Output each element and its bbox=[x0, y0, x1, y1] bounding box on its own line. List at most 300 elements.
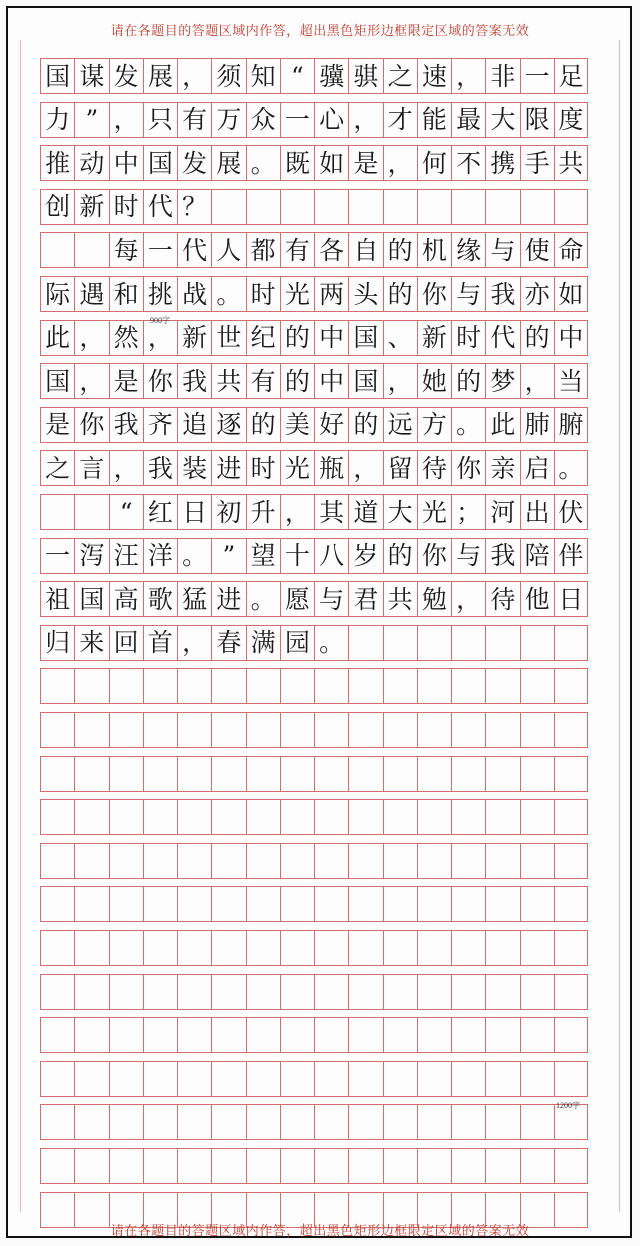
grid-cell bbox=[143, 799, 177, 835]
grid-cell: 与 bbox=[314, 581, 348, 617]
grid-cell bbox=[485, 1061, 519, 1097]
grid-cell bbox=[74, 1148, 108, 1184]
grid-cell bbox=[417, 1061, 451, 1097]
grid-cell: ， bbox=[177, 625, 211, 661]
grid-cell bbox=[520, 799, 554, 835]
grid-cell bbox=[520, 189, 554, 225]
grid-cell bbox=[40, 232, 74, 268]
grid-cell bbox=[520, 1104, 554, 1140]
grid-cell: 纪 bbox=[246, 320, 280, 356]
grid-cell bbox=[40, 886, 74, 922]
grid-cell bbox=[143, 756, 177, 792]
grid-cell bbox=[211, 886, 245, 922]
grid-cell: 我 bbox=[143, 450, 177, 486]
grid-cell: 。 bbox=[211, 276, 245, 312]
grid-cell: 与 bbox=[451, 538, 485, 574]
grid-cell bbox=[314, 974, 348, 1010]
grid-cell: ， bbox=[280, 494, 314, 530]
grid-cell bbox=[177, 843, 211, 879]
grid-cell: 和 bbox=[109, 276, 143, 312]
grid-row bbox=[40, 886, 588, 922]
grid-cell bbox=[74, 886, 108, 922]
grid-cell: 八 bbox=[314, 538, 348, 574]
grid-cell bbox=[246, 799, 280, 835]
grid-cell bbox=[211, 756, 245, 792]
grid-cell bbox=[280, 843, 314, 879]
grid-cell bbox=[520, 668, 554, 704]
grid-cell bbox=[40, 1104, 74, 1140]
grid-cell bbox=[314, 756, 348, 792]
grid-cell: 携 bbox=[485, 145, 519, 181]
grid-cell: 中 bbox=[554, 320, 588, 356]
grid-cell bbox=[40, 668, 74, 704]
grid-cell: 骐 bbox=[348, 58, 382, 94]
grid-cell: 国 bbox=[40, 363, 74, 399]
grid-cell bbox=[246, 189, 280, 225]
grid-cell: 出 bbox=[520, 494, 554, 530]
grid-cell bbox=[417, 930, 451, 966]
grid-cell: 知 bbox=[246, 58, 280, 94]
grid-cell: 度 bbox=[554, 102, 588, 138]
grid-cell: ” bbox=[74, 102, 108, 138]
grid-cell: 、 bbox=[383, 320, 417, 356]
grid-cell bbox=[451, 189, 485, 225]
grid-cell: 展 bbox=[143, 58, 177, 94]
grid-cell: 亲 bbox=[485, 450, 519, 486]
grid-cell: ； bbox=[451, 494, 485, 530]
grid-cell bbox=[520, 1148, 554, 1184]
grid-cell: 你 bbox=[451, 450, 485, 486]
grid-cell: 河 bbox=[485, 494, 519, 530]
grid-cell: 国 bbox=[74, 581, 108, 617]
grid-cell bbox=[417, 799, 451, 835]
grid-cell: 众 bbox=[246, 102, 280, 138]
grid-cell: ， bbox=[451, 58, 485, 94]
grid-cell: ， bbox=[143, 320, 177, 356]
grid-row bbox=[40, 102, 588, 138]
grid-cell: 伴 bbox=[554, 538, 588, 574]
grid-cell: 创 bbox=[40, 189, 74, 225]
grid-cell: 有 bbox=[246, 363, 280, 399]
grid-cell bbox=[554, 756, 588, 792]
grid-cell bbox=[143, 668, 177, 704]
grid-cell bbox=[143, 930, 177, 966]
grid-cell: 万 bbox=[211, 102, 245, 138]
grid-cell: 足 bbox=[554, 58, 588, 94]
grid-row bbox=[40, 145, 588, 181]
grid-cell bbox=[177, 799, 211, 835]
grid-cell: 满 bbox=[246, 625, 280, 661]
grid-cell bbox=[177, 712, 211, 748]
grid-cell bbox=[383, 712, 417, 748]
grid-cell: 不 bbox=[451, 145, 485, 181]
grid-cell: 国 bbox=[348, 363, 382, 399]
grid-cell bbox=[383, 756, 417, 792]
grid-cell bbox=[520, 1061, 554, 1097]
grid-cell bbox=[177, 1017, 211, 1053]
grid-cell: 我 bbox=[485, 276, 519, 312]
grid-cell: 中 bbox=[314, 363, 348, 399]
grid-cell: ， bbox=[348, 102, 382, 138]
grid-cell: 。 bbox=[314, 625, 348, 661]
grid-cell bbox=[348, 756, 382, 792]
grid-cell bbox=[314, 1061, 348, 1097]
grid-cell bbox=[109, 712, 143, 748]
grid-cell bbox=[485, 756, 519, 792]
grid-cell bbox=[383, 974, 417, 1010]
grid-cell: 洋 bbox=[143, 538, 177, 574]
grid-cell bbox=[74, 1104, 108, 1140]
grid-cell bbox=[40, 843, 74, 879]
grid-cell bbox=[280, 668, 314, 704]
grid-cell bbox=[383, 668, 417, 704]
grid-cell bbox=[417, 712, 451, 748]
grid-cell bbox=[451, 1017, 485, 1053]
grid-cell: 留 bbox=[383, 450, 417, 486]
grid-cell: 光 bbox=[280, 450, 314, 486]
grid-cell bbox=[40, 930, 74, 966]
grid-row bbox=[40, 756, 588, 792]
grid-cell bbox=[211, 668, 245, 704]
grid-cell bbox=[246, 974, 280, 1010]
grid-cell: 时 bbox=[109, 189, 143, 225]
grid-cell: 人 bbox=[211, 232, 245, 268]
grid-cell bbox=[485, 843, 519, 879]
grid-cell: “ bbox=[280, 58, 314, 94]
grid-cell: 自 bbox=[348, 232, 382, 268]
grid-cell bbox=[143, 843, 177, 879]
grid-cell bbox=[177, 1061, 211, 1097]
grid-cell: 高 bbox=[109, 581, 143, 617]
grid-cell: 瓶 bbox=[314, 450, 348, 486]
grid-cell: 君 bbox=[348, 581, 382, 617]
grid-cell bbox=[314, 1104, 348, 1140]
grid-cell bbox=[348, 1017, 382, 1053]
grid-cell bbox=[177, 756, 211, 792]
grid-cell: 好 bbox=[314, 407, 348, 443]
grid-cell bbox=[280, 756, 314, 792]
grid-cell bbox=[211, 1104, 245, 1140]
grid-cell bbox=[74, 712, 108, 748]
grid-cell: 的 bbox=[348, 407, 382, 443]
grid-cell bbox=[451, 843, 485, 879]
grid-cell bbox=[417, 189, 451, 225]
grid-cell bbox=[348, 668, 382, 704]
grid-cell: 的 bbox=[520, 320, 554, 356]
grid-row bbox=[40, 1017, 588, 1053]
grid-cell bbox=[314, 930, 348, 966]
grid-cell: 力 bbox=[40, 102, 74, 138]
grid-cell: 代 bbox=[485, 320, 519, 356]
grid-cell: 此 bbox=[40, 320, 74, 356]
grid-cell bbox=[451, 756, 485, 792]
grid-cell bbox=[383, 930, 417, 966]
grid-cell bbox=[314, 189, 348, 225]
grid-cell bbox=[109, 974, 143, 1010]
grid-cell: 的 bbox=[246, 407, 280, 443]
grid-cell: “ bbox=[109, 494, 143, 530]
grid-cell: 两 bbox=[314, 276, 348, 312]
grid-cell: 遇 bbox=[74, 276, 108, 312]
grid-cell: 挑 bbox=[143, 276, 177, 312]
grid-cell: 汪 bbox=[109, 538, 143, 574]
grid-cell: 她 bbox=[417, 363, 451, 399]
grid-cell: 代 bbox=[143, 189, 177, 225]
grid-cell bbox=[554, 974, 588, 1010]
grid-cell: 有 bbox=[280, 232, 314, 268]
grid-cell bbox=[246, 1148, 280, 1184]
word-count-1200-marker: 1200字 bbox=[556, 1101, 580, 1110]
grid-cell: 望 bbox=[246, 538, 280, 574]
grid-cell bbox=[383, 1148, 417, 1184]
grid-cell bbox=[177, 886, 211, 922]
grid-cell: ， bbox=[520, 363, 554, 399]
grid-cell bbox=[246, 1104, 280, 1140]
grid-cell bbox=[280, 712, 314, 748]
grid-cell bbox=[348, 189, 382, 225]
grid-cell bbox=[383, 189, 417, 225]
grid-row bbox=[40, 450, 588, 486]
grid-cell: 战 bbox=[177, 276, 211, 312]
grid-cell: 共 bbox=[383, 581, 417, 617]
grid-cell bbox=[246, 668, 280, 704]
grid-cell bbox=[177, 1148, 211, 1184]
grid-cell bbox=[348, 930, 382, 966]
grid-cell bbox=[211, 1017, 245, 1053]
grid-cell bbox=[451, 1061, 485, 1097]
grid-cell: 进 bbox=[211, 450, 245, 486]
grid-cell bbox=[40, 1061, 74, 1097]
grid-cell bbox=[246, 843, 280, 879]
grid-cell: 美 bbox=[280, 407, 314, 443]
grid-cell bbox=[485, 930, 519, 966]
grid-cell: ， bbox=[348, 450, 382, 486]
grid-cell bbox=[383, 886, 417, 922]
grid-cell bbox=[451, 1148, 485, 1184]
grid-cell bbox=[74, 930, 108, 966]
grid-cell: 才 bbox=[383, 102, 417, 138]
grid-cell: 一 bbox=[520, 58, 554, 94]
grid-cell: 如 bbox=[554, 276, 588, 312]
grid-cell: 道 bbox=[348, 494, 382, 530]
grid-cell bbox=[280, 1061, 314, 1097]
grid-cell bbox=[74, 1017, 108, 1053]
grid-cell: 的 bbox=[383, 232, 417, 268]
grid-cell bbox=[554, 799, 588, 835]
grid-cell bbox=[451, 1104, 485, 1140]
grid-row bbox=[40, 538, 588, 574]
grid-cell: 都 bbox=[246, 232, 280, 268]
grid-cell: 来 bbox=[74, 625, 108, 661]
grid-cell bbox=[280, 799, 314, 835]
grid-cell: 伏 bbox=[554, 494, 588, 530]
grid-cell: ， bbox=[109, 102, 143, 138]
grid-cell bbox=[109, 1061, 143, 1097]
grid-cell bbox=[280, 1104, 314, 1140]
grid-cell: 是 bbox=[109, 363, 143, 399]
grid-cell: 能 bbox=[417, 102, 451, 138]
grid-cell: 他 bbox=[520, 581, 554, 617]
grid-cell bbox=[40, 756, 74, 792]
grid-cell: 之 bbox=[383, 58, 417, 94]
grid-cell: 方 bbox=[417, 407, 451, 443]
grid-cell: ， bbox=[177, 58, 211, 94]
grid-cell bbox=[451, 930, 485, 966]
grid-cell: ， bbox=[383, 145, 417, 181]
grid-cell bbox=[520, 625, 554, 661]
grid-cell: 动 bbox=[74, 145, 108, 181]
grid-cell bbox=[74, 494, 108, 530]
grid-cell bbox=[177, 974, 211, 1010]
grid-cell: 升 bbox=[246, 494, 280, 530]
grid-cell: 各 bbox=[314, 232, 348, 268]
grid-cell bbox=[314, 1148, 348, 1184]
grid-cell bbox=[143, 1148, 177, 1184]
grid-cell bbox=[211, 974, 245, 1010]
grid-cell: 十 bbox=[280, 538, 314, 574]
grid-cell bbox=[40, 799, 74, 835]
grid-cell bbox=[40, 712, 74, 748]
grid-cell: ？ bbox=[177, 189, 211, 225]
grid-cell: 时 bbox=[246, 450, 280, 486]
grid-cell bbox=[383, 843, 417, 879]
grid-cell: 的 bbox=[383, 276, 417, 312]
grid-cell bbox=[348, 886, 382, 922]
grid-cell: 与 bbox=[485, 232, 519, 268]
grid-cell: 机 bbox=[417, 232, 451, 268]
grid-cell bbox=[383, 799, 417, 835]
grid-cell bbox=[109, 843, 143, 879]
grid-cell bbox=[246, 1061, 280, 1097]
grid-cell: 言 bbox=[74, 450, 108, 486]
grid-cell bbox=[383, 1104, 417, 1140]
grid-row bbox=[40, 712, 588, 748]
grid-cell bbox=[74, 1061, 108, 1097]
grid-cell: 装 bbox=[177, 450, 211, 486]
grid-cell bbox=[143, 1017, 177, 1053]
grid-cell: 春 bbox=[211, 625, 245, 661]
grid-cell bbox=[417, 1017, 451, 1053]
grid-cell: 腑 bbox=[554, 407, 588, 443]
grid-cell bbox=[417, 756, 451, 792]
grid-cell: 代 bbox=[177, 232, 211, 268]
grid-row bbox=[40, 581, 588, 617]
grid-cell bbox=[280, 1148, 314, 1184]
grid-cell bbox=[211, 189, 245, 225]
grid-cell: 时 bbox=[451, 320, 485, 356]
grid-row bbox=[40, 930, 588, 966]
grid-cell bbox=[246, 712, 280, 748]
grid-cell bbox=[314, 668, 348, 704]
grid-cell bbox=[485, 886, 519, 922]
grid-cell bbox=[417, 843, 451, 879]
notice-top: 请在各题目的答题区域内作答，超出黑色矩形边框限定区域的答案无效 bbox=[110, 24, 530, 39]
grid-cell: 。 bbox=[177, 538, 211, 574]
grid-cell: 。 bbox=[246, 145, 280, 181]
grid-cell bbox=[109, 668, 143, 704]
grid-cell: 使 bbox=[520, 232, 554, 268]
grid-cell bbox=[143, 974, 177, 1010]
grid-cell: 的 bbox=[383, 538, 417, 574]
grid-cell bbox=[520, 756, 554, 792]
grid-cell: 大 bbox=[485, 102, 519, 138]
grid-cell: 其 bbox=[314, 494, 348, 530]
grid-cell bbox=[246, 886, 280, 922]
grid-cell: ， bbox=[383, 363, 417, 399]
grid-cell bbox=[109, 930, 143, 966]
grid-cell: 远 bbox=[383, 407, 417, 443]
grid-cell: ， bbox=[451, 581, 485, 617]
grid-cell bbox=[554, 843, 588, 879]
grid-cell: 新 bbox=[74, 189, 108, 225]
grid-cell bbox=[109, 756, 143, 792]
grid-cell bbox=[280, 1017, 314, 1053]
grid-cell: 际 bbox=[40, 276, 74, 312]
grid-cell bbox=[383, 625, 417, 661]
grid-cell: 你 bbox=[417, 538, 451, 574]
grid-cell: 中 bbox=[314, 320, 348, 356]
grid-cell: 你 bbox=[143, 363, 177, 399]
grid-cell: 初 bbox=[211, 494, 245, 530]
grid-cell bbox=[109, 1148, 143, 1184]
grid-cell bbox=[314, 799, 348, 835]
grid-cell: 一 bbox=[143, 232, 177, 268]
grid-cell bbox=[74, 974, 108, 1010]
grid-row bbox=[40, 843, 588, 879]
word-count-900-marker: 900字 bbox=[150, 316, 170, 325]
grid-cell bbox=[554, 668, 588, 704]
grid-cell: ， bbox=[74, 363, 108, 399]
grid-cell bbox=[485, 1104, 519, 1140]
grid-cell: 启 bbox=[520, 450, 554, 486]
grid-cell: 红 bbox=[143, 494, 177, 530]
grid-cell: 。 bbox=[451, 407, 485, 443]
grid-cell: 新 bbox=[177, 320, 211, 356]
grid-cell bbox=[520, 974, 554, 1010]
grid-cell bbox=[554, 1061, 588, 1097]
grid-cell: 时 bbox=[246, 276, 280, 312]
grid-cell: 速 bbox=[417, 58, 451, 94]
grid-cell bbox=[246, 756, 280, 792]
grid-cell bbox=[348, 843, 382, 879]
grid-row bbox=[40, 1148, 588, 1184]
grid-cell: 既 bbox=[280, 145, 314, 181]
grid-cell: 梦 bbox=[485, 363, 519, 399]
grid-cell: 然 bbox=[109, 320, 143, 356]
grid-cell: 待 bbox=[417, 450, 451, 486]
grid-cell bbox=[348, 1104, 382, 1140]
grid-cell bbox=[485, 1148, 519, 1184]
grid-cell bbox=[280, 930, 314, 966]
grid-cell bbox=[280, 886, 314, 922]
grid-cell: 歌 bbox=[143, 581, 177, 617]
grid-cell bbox=[520, 1017, 554, 1053]
grid-cell bbox=[520, 843, 554, 879]
grid-cell bbox=[211, 843, 245, 879]
grid-cell bbox=[211, 1148, 245, 1184]
grid-cell bbox=[485, 625, 519, 661]
grid-cell: 你 bbox=[74, 407, 108, 443]
grid-cell: 的 bbox=[451, 363, 485, 399]
grid-cell bbox=[211, 1061, 245, 1097]
grid-cell bbox=[485, 668, 519, 704]
grid-cell bbox=[485, 974, 519, 1010]
grid-cell bbox=[109, 1104, 143, 1140]
grid-cell: 。 bbox=[554, 450, 588, 486]
grid-row bbox=[40, 1061, 588, 1097]
grid-cell: 大 bbox=[383, 494, 417, 530]
grid-cell: 勉 bbox=[417, 581, 451, 617]
